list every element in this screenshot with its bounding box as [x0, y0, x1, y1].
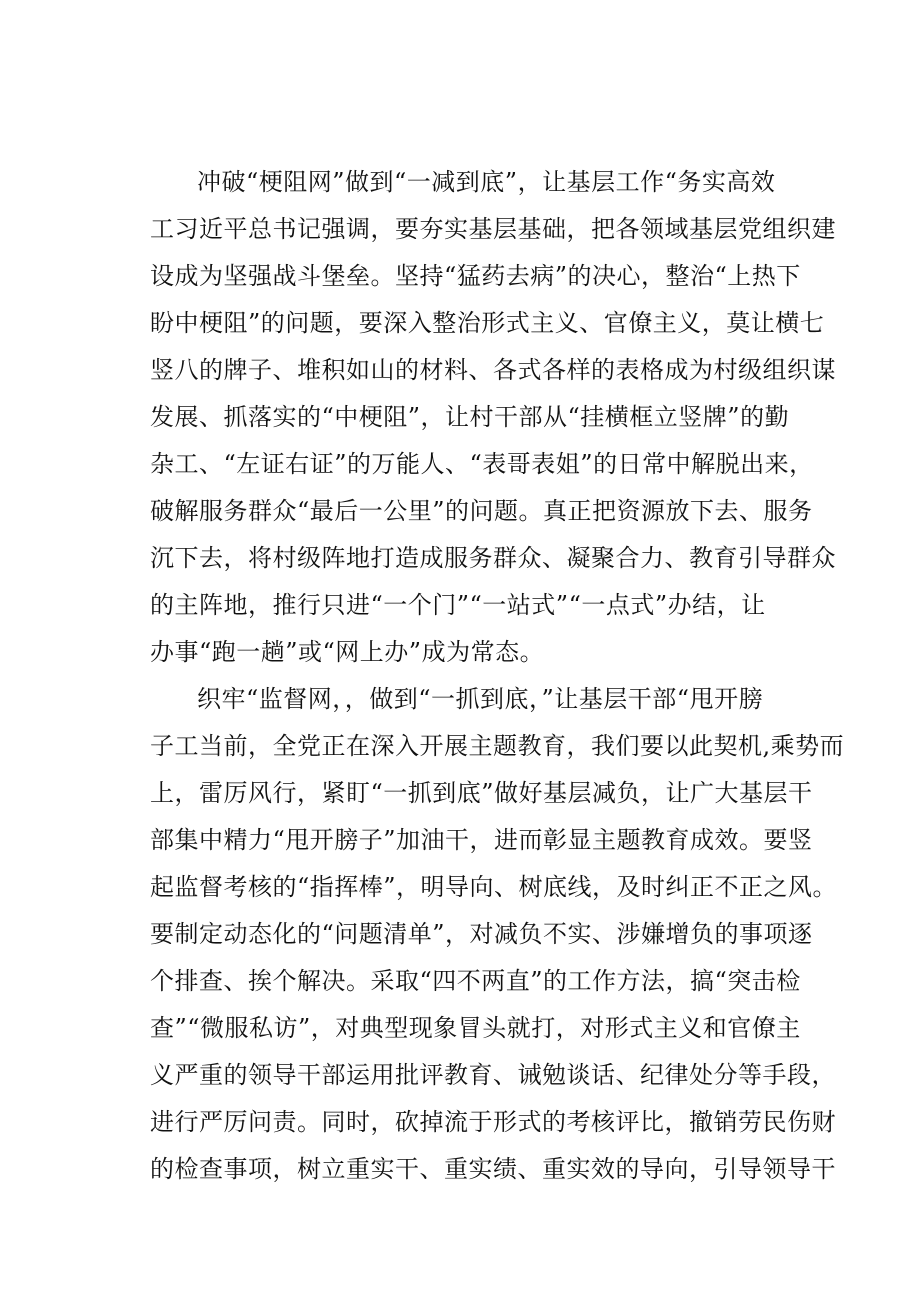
paragraph-2-line-9: 义严重的领导干部运用批评教育、诫勉谈话、纪律处分等手段， [150, 1061, 836, 1089]
paragraph-1-line-3: 设成为坚强战斗堡垒。坚持“猛药去病”的决心，整治“上热下 [150, 262, 801, 290]
paragraph-1-line-11: 办事“跑一趟”或“网上办”成为常态。 [150, 638, 545, 666]
paragraph-1-line-9: 沉下去，将村级阵地打造成服务群众、凝聚合力、教育引导群众 [150, 544, 836, 572]
paragraph-2-line-7: 个排查、挨个解决。采取“四不两直”的工作方法，搞“突击检 [150, 967, 801, 995]
paragraph-1-line-5: 竖八的牌子、堆积如山的材料、各式各样的表格成为村级组织谋 [150, 356, 836, 384]
paragraph-1-line-2: 工习近平总书记强调，要夯实基层基础，把各领域基层党组织建 [150, 215, 836, 243]
paragraph-2-line-10: 进行严厉问责。同时，砍掉流于形式的考核评比，撤销劳民伤财 [150, 1108, 836, 1136]
paragraph-1-line-7: 杂工、“左证右证”的万能人、“表哥表姐”的日常中解脱出来， [150, 450, 814, 478]
paragraph-2-line-1: 织牢“监督网，，做到“一抓到底，”让基层干部“甩开膀 [197, 685, 764, 713]
paragraph-2-line-8: 查”“微服私访”，对典型现象冒头就打，对形式主义和官僚主 [150, 1014, 801, 1042]
paragraph-1-line-10: 的主阵地，推行只进“一个门”“一站式”“一点式”办结，让 [150, 591, 766, 619]
paragraph-1-line-6: 发展、抓落实的“中梗阻”，让村干部从“挂横框立竖牌”的勤 [150, 403, 790, 431]
paragraph-1-line-1: 冲破“梗阻网”做到“一减到底”，让基层工作“务实高效 [197, 168, 776, 196]
document-body [150, 159, 845, 1193]
paragraph-2-line-2: 子工当前，全党正在深入开展主题教育，我们要以此契机,乘势而 [150, 732, 845, 760]
paragraph-2-line-5: 起监督考核的“指挥棒”，明导向、树底线，及时纠正不正之风。 [150, 873, 838, 901]
paragraph-2-line-3: 上，雷厉风行，紧盯“一抓到底”做好基层减负，让广大基层干 [150, 779, 813, 807]
paragraph-2-line-4: 部集中精力“甩开膀子”加油干，进而彰显主题教育成效。要竖 [150, 826, 813, 854]
paragraph-2-line-11: 的检查事项，树立重实干、重实绩、重实效的导向，引导领导干 [150, 1155, 836, 1183]
paragraph-1-line-4: 盼中梗阻”的问题，要深入整治形式主义、官僚主义，莫让横七 [150, 309, 825, 337]
paragraph-2-line-6: 要制定动态化的“问题清单”，对减负不实、涉嫌增负的事项逐 [150, 920, 813, 948]
paragraph-1-line-8: 破解服务群众“最后一公里”的问题。真正把资源放下去、服务 [150, 497, 813, 525]
